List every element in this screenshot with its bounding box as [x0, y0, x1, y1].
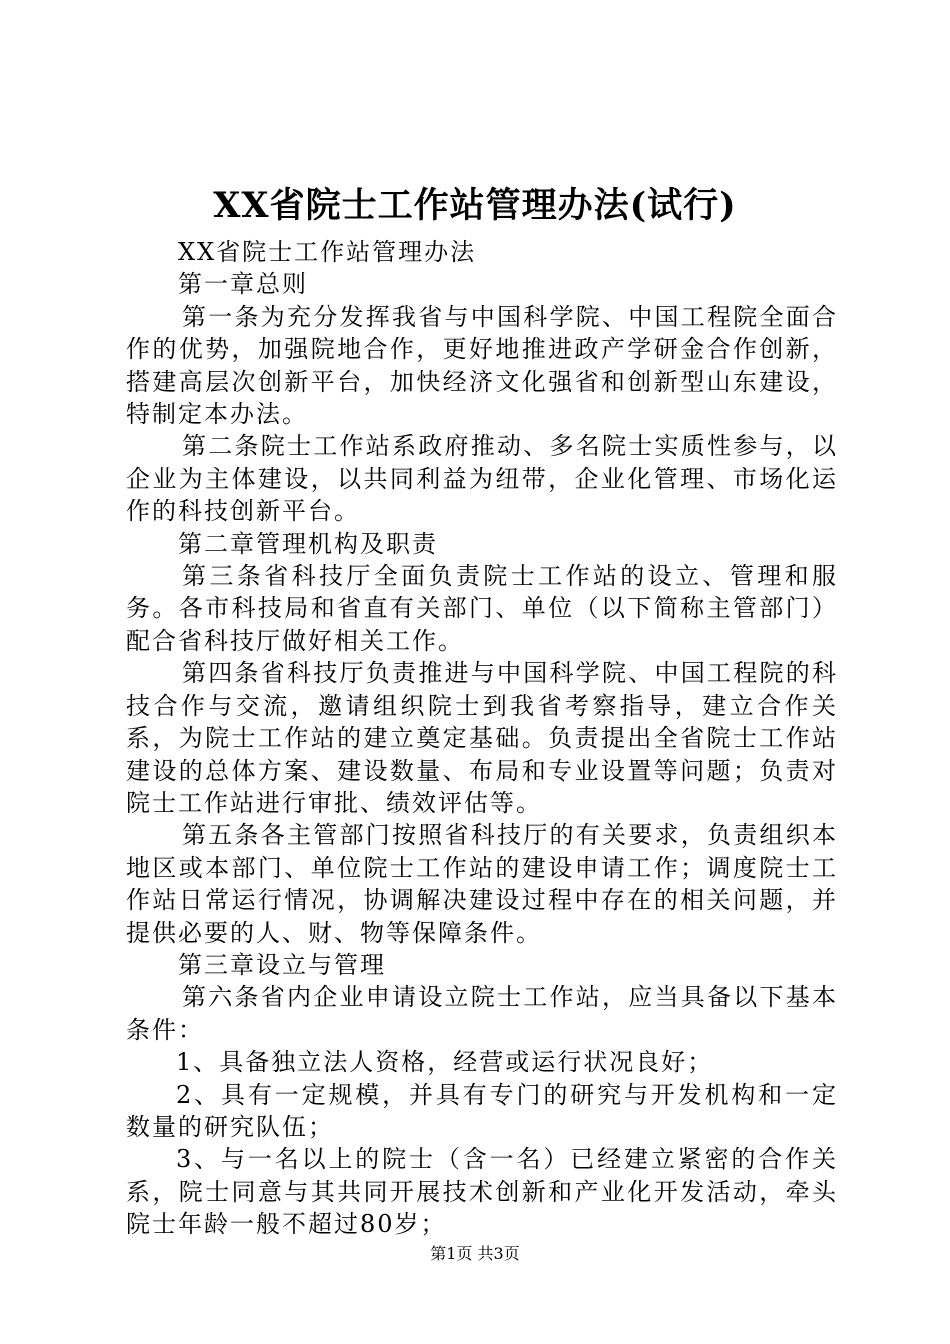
document-body: [126, 236, 838, 1241]
article-6: 第六条省内企业申请设立院士工作站，应当具备以下基本条件：: [126, 983, 838, 1044]
article-3: 第三条省科技厅全面负责院士工作站的设立、管理和服务。各市科技局和省直有关部门、单位（以下简称主管部门）配合省科技厅做好相关工作。: [126, 562, 838, 655]
chapter-heading-3: 第三章设立与管理: [178, 950, 386, 979]
condition-item-3: 3、与一名以上的院士（含一名）已经建立紧密的合作关系，院士同意与其共同开展技术创新和产业化开发活动，牵头院士年龄一般不超过80岁；: [126, 1145, 838, 1239]
chapter-heading-2: 第二章管理机构及职责: [178, 529, 438, 558]
article-2: 第二条院士工作站系政府推动、多名院士实质性参与，以企业为主体建设，以共同利益为纽带，企业化管理、市场化运作的科技创新平台。: [126, 432, 838, 526]
article-5: 第五条各主管部门按照省科技厅的有关要求，负责组织本地区或本部门、单位院士工作站的建设申请工作；调度院士工作站日常运行情况，协调解决建设过程中存在的相关问题，并提供必要的人、财、物等保障条件。: [126, 821, 838, 947]
condition-item-1: 1、具备独立法人资格，经营或运行状况良好；: [176, 1048, 714, 1077]
page-footer: 第1页 共3页: [430, 1244, 520, 1263]
document-title: XX省院士工作站管理办法(试行): [213, 185, 737, 226]
chapter-heading-1: 第一章总则: [178, 270, 308, 299]
condition-item-2: 2、具有一定规模，并具有专门的研究与开发机构和一定数量的研究队伍；: [126, 1080, 838, 1141]
subtitle-paragraph: XX省院士工作站管理办法: [178, 238, 477, 266]
article-4: 第四条省科技厅负责推进与中国科学院、中国工程院的科技合作与交流，邀请组织院士到我省考察指导，建立合作关系，为院士工作站的建立奠定基础。负责提出全省院士工作站建设的总体方案、建设数量、布局和专业设置等问题；负责对院士工作站进行审批、绩效评估等。: [126, 659, 838, 817]
article-1: 第一条为充分发挥我省与中国科学院、中国工程院全面合作的优势，加强院地合作，更好地推进政产学研金合作创新，搭建高层次创新平台，加快经济文化强省和创新型山东建设，特制定本办法。: [126, 302, 838, 429]
